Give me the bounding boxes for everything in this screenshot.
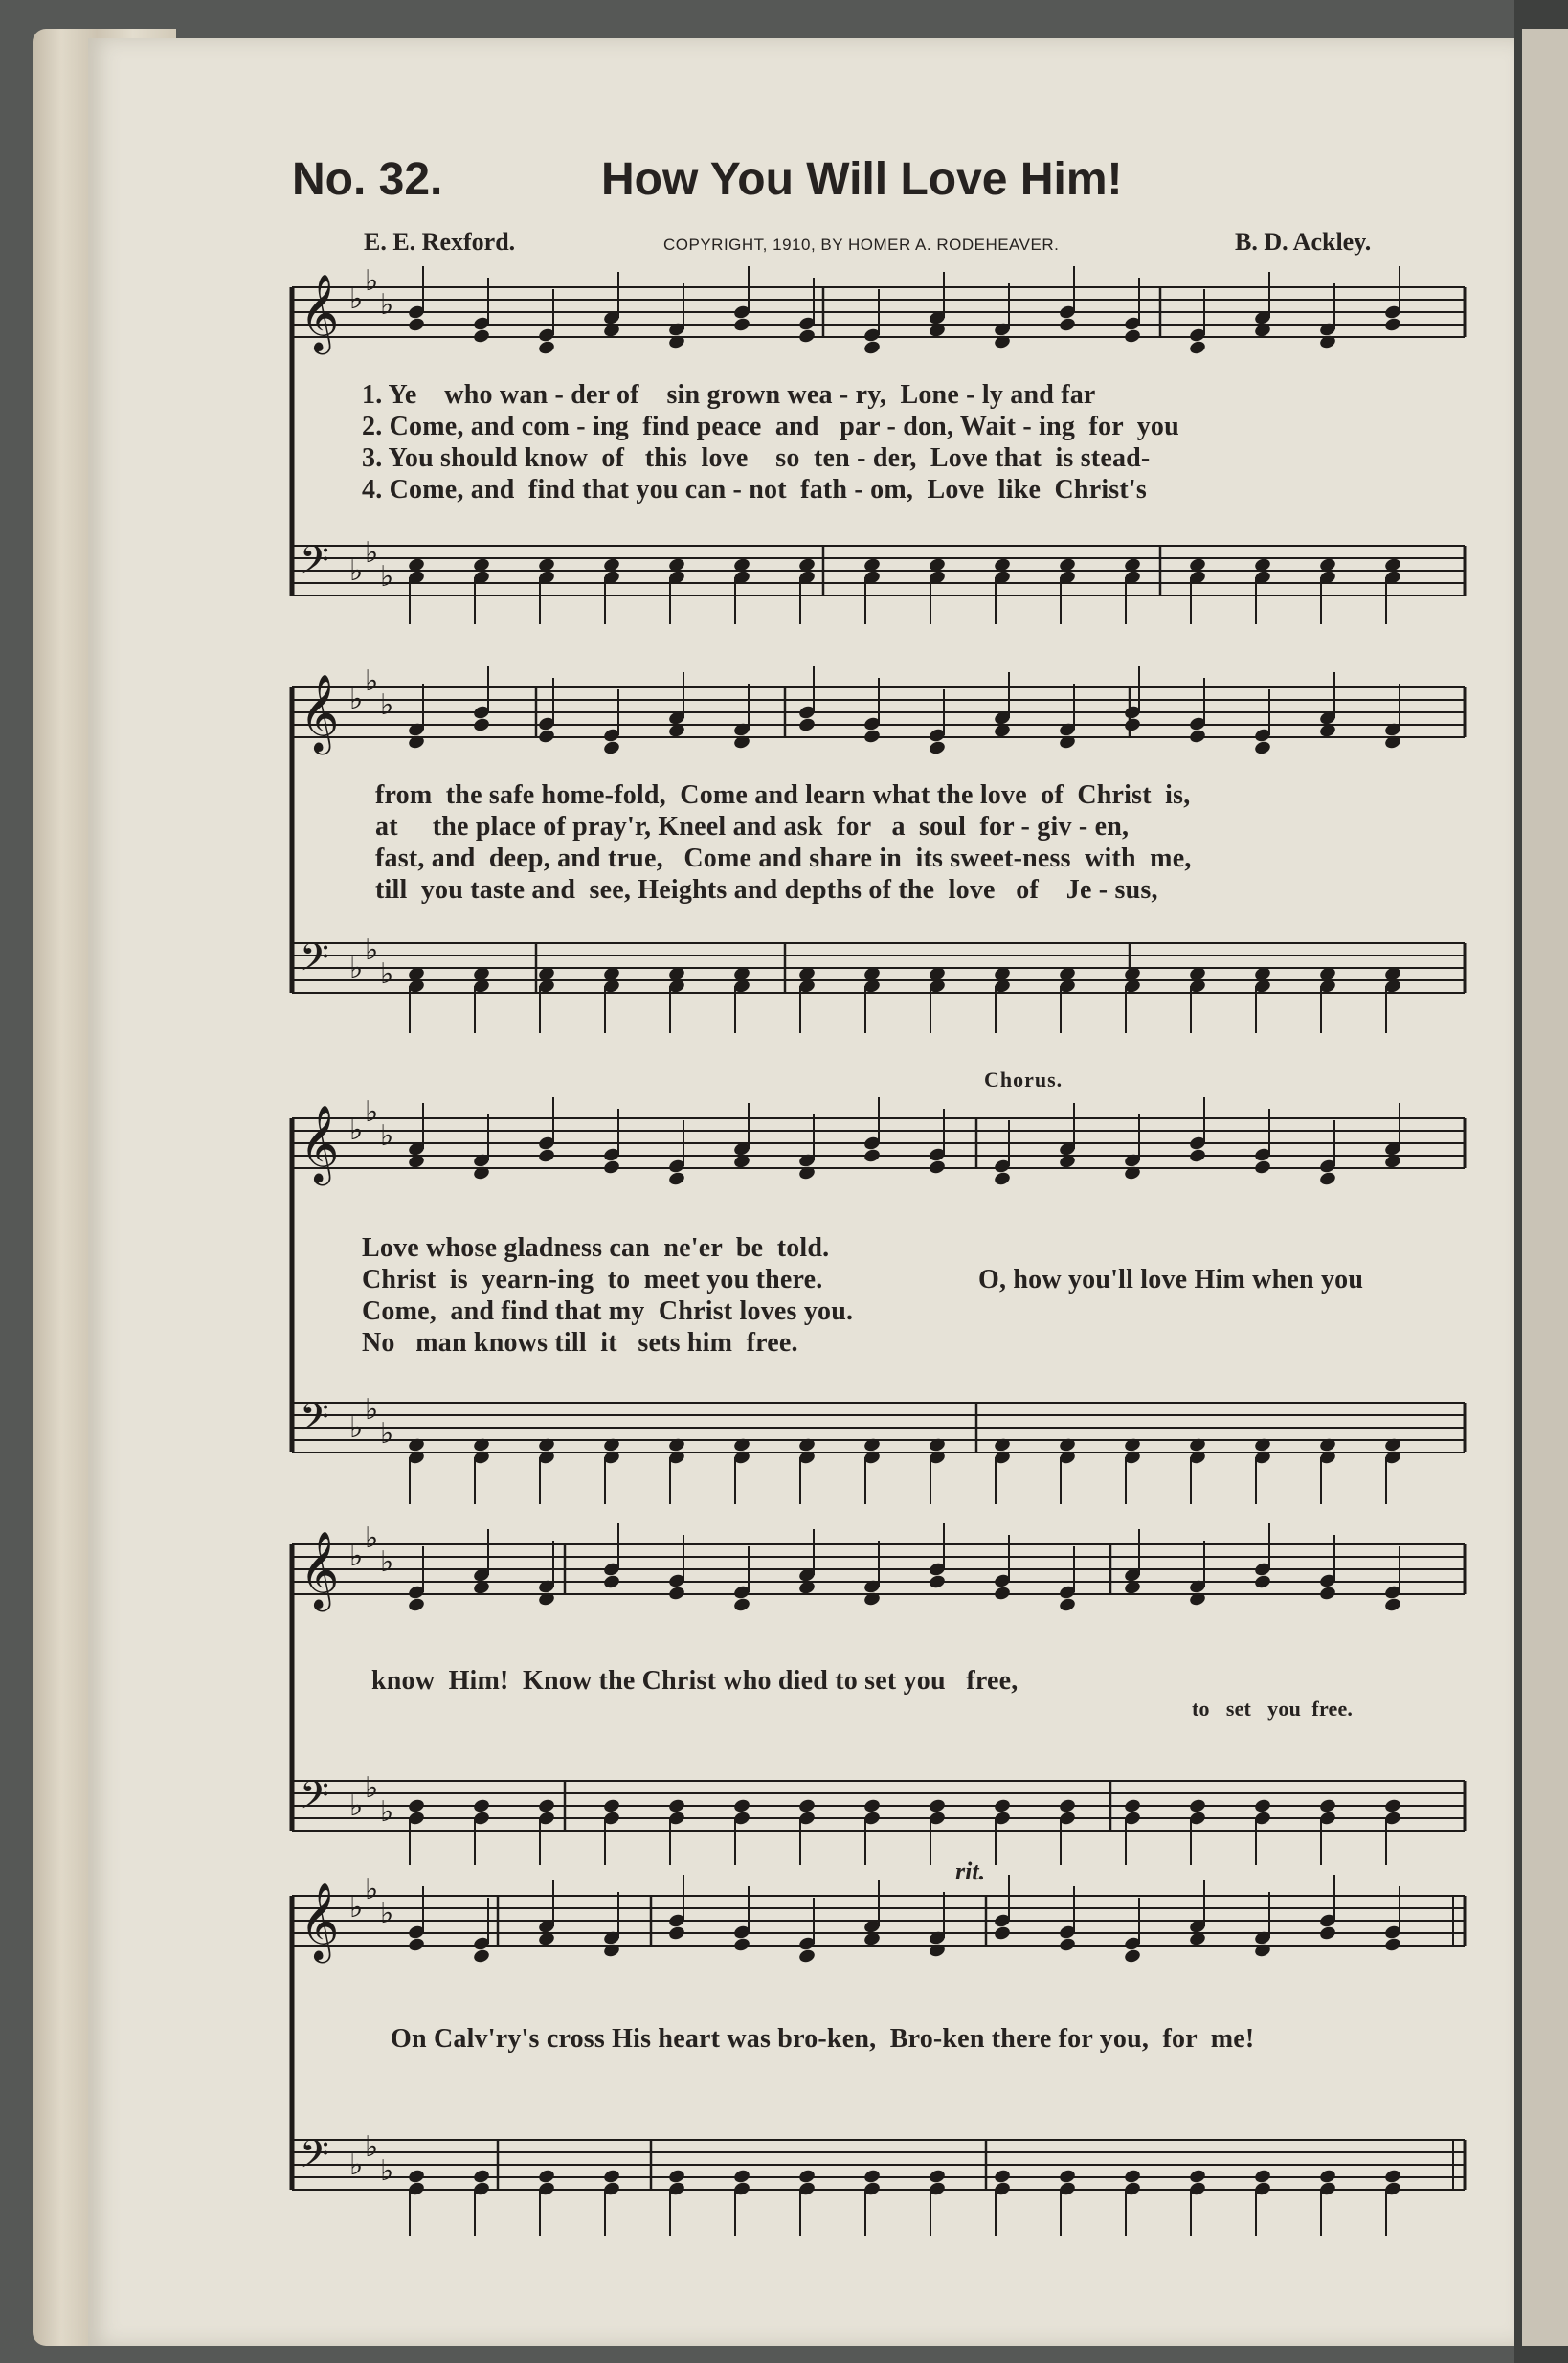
note-head	[667, 1586, 685, 1602]
note-head	[537, 1798, 555, 1814]
flat-sign-icon: ♭	[349, 1114, 364, 1147]
note-head	[407, 1597, 425, 1613]
treble-clef-icon: 𝄞	[300, 673, 340, 752]
note-head	[1383, 2169, 1401, 2185]
note-head	[1058, 2169, 1076, 2185]
note-head	[407, 1937, 425, 1953]
note-head	[797, 1948, 816, 1965]
note-head	[472, 717, 490, 733]
note-head	[1318, 2169, 1336, 2185]
bass-clef-icon: 𝄢	[300, 2132, 329, 2186]
note-head	[1383, 317, 1401, 333]
note-head	[862, 729, 881, 745]
chorus-lyric-line: O, how you'll love Him when you	[978, 1265, 1364, 1294]
note-head	[732, 317, 750, 333]
flat-sign-icon: ♭	[380, 1795, 394, 1829]
note-head	[537, 1148, 555, 1164]
note-head	[928, 1574, 946, 1590]
note-head	[472, 1798, 490, 1814]
note-head	[537, 729, 555, 745]
lyric-line: 1. Ye who wan - der of sin grown wea - ry, Lone - ly and far	[362, 380, 1096, 410]
note-head	[1383, 1597, 1401, 1613]
note-head	[472, 1948, 490, 1965]
note-head	[1123, 717, 1141, 733]
flat-sign-icon: ♭	[349, 1540, 364, 1573]
lyric-line: 2. Come, and com - ing find peace and par - don, Wait - ing for you	[362, 412, 1179, 441]
treble-clef-icon: 𝄞	[300, 1881, 340, 1960]
note-head	[1318, 1798, 1336, 1814]
note-head	[928, 1798, 946, 1814]
note-head	[928, 2169, 946, 2185]
flat-sign-icon: ♭	[349, 1891, 364, 1924]
note-head	[1188, 340, 1206, 356]
note-head	[602, 2169, 620, 2185]
note-head	[1188, 1798, 1206, 1814]
note-head	[1253, 2169, 1271, 2185]
note-head	[537, 340, 555, 356]
composer-credit: B. D. Ackley.	[1235, 228, 1372, 256]
flat-sign-icon: ♭	[380, 288, 394, 322]
note-head	[1058, 1937, 1076, 1953]
note-head	[928, 1159, 946, 1176]
note-head	[928, 740, 946, 756]
bass-clef-icon: 𝄢	[300, 1773, 329, 1827]
bass-clef-icon: 𝄢	[300, 1395, 329, 1449]
note-head	[667, 1798, 685, 1814]
note-head	[1058, 1597, 1076, 1613]
flat-sign-icon: ♭	[365, 1393, 379, 1427]
flat-sign-icon: ♭	[380, 1417, 394, 1451]
note-head	[1318, 1586, 1336, 1602]
note-head	[862, 1148, 881, 1164]
note-head	[1188, 2169, 1206, 2185]
note-head	[1383, 1798, 1401, 1814]
lyric-line: from the safe home-fold, Come and learn what the love of Christ is,	[375, 780, 1191, 810]
note-head	[472, 2169, 490, 2185]
note-head	[1318, 1171, 1336, 1187]
note-head	[537, 2169, 555, 2185]
note-head	[1058, 1798, 1076, 1814]
note-head	[602, 1798, 620, 1814]
note-head	[993, 1586, 1011, 1602]
note-head	[1123, 1798, 1141, 1814]
lyric-line: fast, and deep, and true, Come and share in its sweet-ness with me,	[375, 844, 1192, 873]
note-head	[797, 1798, 816, 1814]
note-head	[407, 317, 425, 333]
note-head	[732, 1937, 750, 1953]
note-head	[1318, 1925, 1336, 1942]
treble-clef-icon: 𝄞	[300, 273, 340, 351]
flat-sign-icon: ♭	[365, 1771, 379, 1805]
note-head	[732, 1798, 750, 1814]
flat-sign-icon: ♭	[380, 1119, 394, 1153]
flat-sign-icon: ♭	[365, 1521, 379, 1555]
note-head	[1383, 1937, 1401, 1953]
flat-sign-icon: ♭	[349, 282, 364, 316]
note-head	[862, 340, 881, 356]
bass-clef-icon: 𝄢	[300, 935, 329, 989]
note-head	[1188, 729, 1206, 745]
note-head	[797, 2169, 816, 2185]
lyric-line: till you taste and see, Heights and depths of the love of Je - sus,	[375, 875, 1158, 905]
note-head	[1253, 1574, 1271, 1590]
flat-sign-icon: ♭	[365, 536, 379, 570]
note-head	[993, 2169, 1011, 2185]
note-head	[993, 1171, 1011, 1187]
note-head	[472, 328, 490, 345]
flat-sign-icon: ♭	[380, 688, 394, 722]
flat-sign-icon: ♭	[349, 554, 364, 588]
note-head	[732, 1597, 750, 1613]
note-head	[407, 2169, 425, 2185]
note-head	[1253, 740, 1271, 756]
flat-sign-icon: ♭	[365, 1873, 379, 1906]
note-head	[1058, 317, 1076, 333]
flat-sign-icon: ♭	[380, 957, 394, 991]
lyric-line: Christ is yearn-ing to meet you there.	[362, 1265, 823, 1294]
note-head	[797, 328, 816, 345]
treble-clef-icon: 𝄞	[300, 1104, 340, 1182]
flat-sign-icon: ♭	[365, 2130, 379, 2164]
flat-sign-icon: ♭	[349, 952, 364, 985]
note-head	[602, 1159, 620, 1176]
note-head	[862, 2169, 881, 2185]
note-head	[1253, 1798, 1271, 1814]
flat-sign-icon: ♭	[365, 1095, 379, 1129]
flat-sign-icon: ♭	[365, 664, 379, 698]
lyric-line: Come, and find that my Christ loves you.	[362, 1296, 854, 1326]
flat-sign-icon: ♭	[349, 683, 364, 716]
flat-sign-icon: ♭	[365, 264, 379, 298]
note-head	[667, 1925, 685, 1942]
flat-sign-icon: ♭	[349, 1411, 364, 1445]
copyright-notice: COPYRIGHT, 1910, BY HOMER A. RODEHEAVER.	[663, 236, 1060, 254]
ritardando-mark: rit.	[955, 1857, 986, 1885]
lyric-line: know Him! Know the Christ who died to set you free,	[371, 1666, 1019, 1696]
note-head	[1123, 2169, 1141, 2185]
lyricist-credit: E. E. Rexford.	[364, 228, 516, 256]
lyric-line: Love whose gladness can ne'er be told.	[362, 1233, 830, 1263]
flat-sign-icon: ♭	[365, 934, 379, 967]
note-head	[407, 1798, 425, 1814]
treble-clef-icon: 𝄞	[300, 1530, 340, 1609]
echo-lyric: to set you free.	[1192, 1697, 1354, 1721]
hymn-title: How You Will Love Him!	[601, 154, 1123, 205]
note-head	[993, 1798, 1011, 1814]
note-head	[993, 1925, 1011, 1942]
flat-sign-icon: ♭	[380, 1897, 394, 1930]
note-head	[602, 1574, 620, 1590]
note-head	[667, 1171, 685, 1187]
hymn-number: No. 32.	[292, 154, 443, 205]
flat-sign-icon: ♭	[349, 1789, 364, 1823]
note-head	[1253, 1159, 1271, 1176]
lyric-line: 3. You should know of this love so ten - der, Love that is stead-	[362, 443, 1151, 473]
note-head	[732, 2169, 750, 2185]
flat-sign-icon: ♭	[380, 1545, 394, 1579]
lyric-line: at the place of pray'r, Kneel and ask for a soul for - giv - en,	[375, 812, 1130, 842]
chorus-label: Chorus.	[984, 1068, 1064, 1091]
flat-sign-icon: ♭	[380, 560, 394, 594]
note-head	[1123, 328, 1141, 345]
note-head	[602, 740, 620, 756]
lyric-line: No man knows till it sets him free.	[362, 1328, 798, 1358]
note-head	[1188, 1148, 1206, 1164]
lyric-line: On Calv'ry's cross His heart was bro-ken, Bro-ken there for you, for me!	[391, 2024, 1255, 2054]
lyric-line: 4. Come, and find that you can - not fath - om, Love like Christ's	[362, 475, 1148, 505]
note-head	[1123, 1948, 1141, 1965]
flat-sign-icon: ♭	[380, 2154, 394, 2188]
flat-sign-icon: ♭	[349, 2149, 364, 2182]
note-head	[797, 717, 816, 733]
note-head	[862, 1798, 881, 1814]
note-head	[667, 2169, 685, 2185]
bass-clef-icon: 𝄢	[300, 538, 329, 592]
